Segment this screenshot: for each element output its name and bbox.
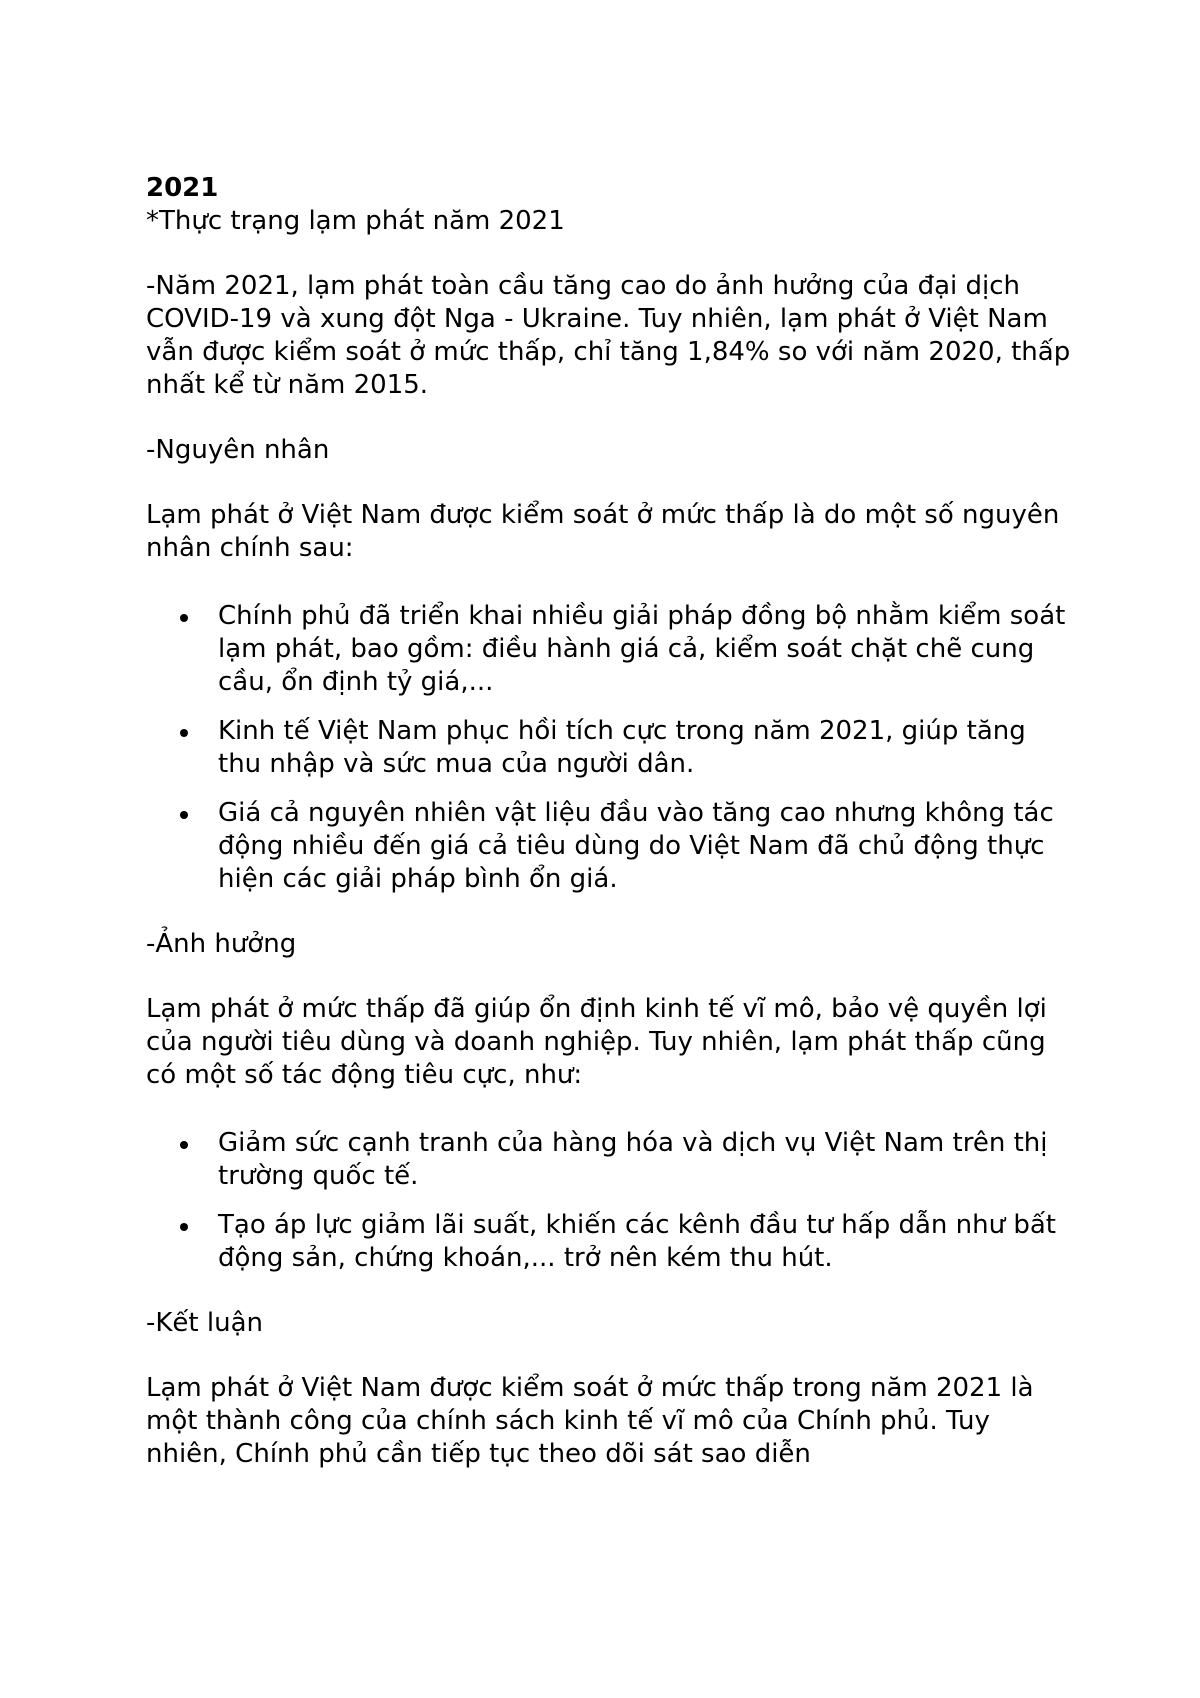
list-item <box>146 797 1076 896</box>
bullet-icon <box>180 729 188 737</box>
document-page <box>146 172 1076 1471</box>
impact-list <box>146 1127 1076 1275</box>
conclusion-paragraph: Lạm phát ở Việt Nam được kiểm soát ở mức thấp trong năm 2021 là một thành công của chính sách kinh tế vĩ mô của Chính phủ. Tuy nhiên, Chính phủ cần tiếp tục theo dõi sát sao diễn <box>146 1373 1034 1469</box>
list-item <box>146 1127 1076 1193</box>
list-item-text: Giá cả nguyên nhiên vật liệu đầu vào tăng cao nhưng không tác động nhiều đến giá cả tiêu dùng do Việt Nam đã chủ động thực hiện các giải pháp bình ổn giá. <box>218 798 1054 894</box>
bullet-icon <box>180 811 188 819</box>
bullet-icon <box>180 614 188 622</box>
list-item-text: Giảm sức cạnh tranh của hàng hóa và dịch vụ Việt Nam trên thị trường quốc tế. <box>218 1128 1048 1191</box>
list-item <box>146 600 1076 699</box>
conclusion-heading: -Kết luận <box>146 1308 263 1338</box>
causes-list <box>146 600 1076 896</box>
document-subtitle: *Thực trạng lạm phát năm 2021 <box>146 206 565 236</box>
list-item <box>146 715 1076 781</box>
list-item-text: Chính phủ đã triển khai nhiều giải pháp đồng bộ nhằm kiểm soát lạm phát, bao gồm: điều hành giá cả, kiểm soát chặt chẽ cung cầu, ổn định tỷ giá,... <box>218 601 1066 697</box>
list-item-text: Tạo áp lực giảm lãi suất, khiến các kênh đầu tư hấp dẫn như bất động sản, chứng khoán,... trở nên kém thu hút. <box>218 1210 1056 1273</box>
impact-intro: Lạm phát ở mức thấp đã giúp ổn định kinh tế vĩ mô, bảo vệ quyền lợi của người tiêu dùng và doanh nghiệp. Tuy nhiên, lạm phát thấp cũng có một số tác động tiêu cực, như: <box>146 994 1047 1090</box>
impact-heading: -Ảnh hưởng <box>146 929 297 959</box>
intro-paragraph: -Năm 2021, lạm phát toàn cầu tăng cao do ảnh hưởng của đại dịch COVID-19 và xung đột Nga - Ukraine. Tuy nhiên, lạm phát ở Việt Nam vẫn được kiểm soát ở mức thấp, chỉ tăng 1,84% so với năm 2020, thấp nhất kể từ năm 2015. <box>146 271 1071 400</box>
list-item-text: Kinh tế Việt Nam phục hồi tích cực trong năm 2021, giúp tăng thu nhập và sức mua của người dân. <box>218 716 1026 779</box>
causes-intro: Lạm phát ở Việt Nam được kiểm soát ở mức thấp là do một số nguyên nhân chính sau: <box>146 500 1060 563</box>
bullet-icon <box>180 1223 188 1231</box>
list-item <box>146 1209 1076 1275</box>
bullet-icon <box>180 1141 188 1149</box>
causes-heading: -Nguyên nhân <box>146 435 330 465</box>
document-title: 2021 <box>146 173 219 203</box>
